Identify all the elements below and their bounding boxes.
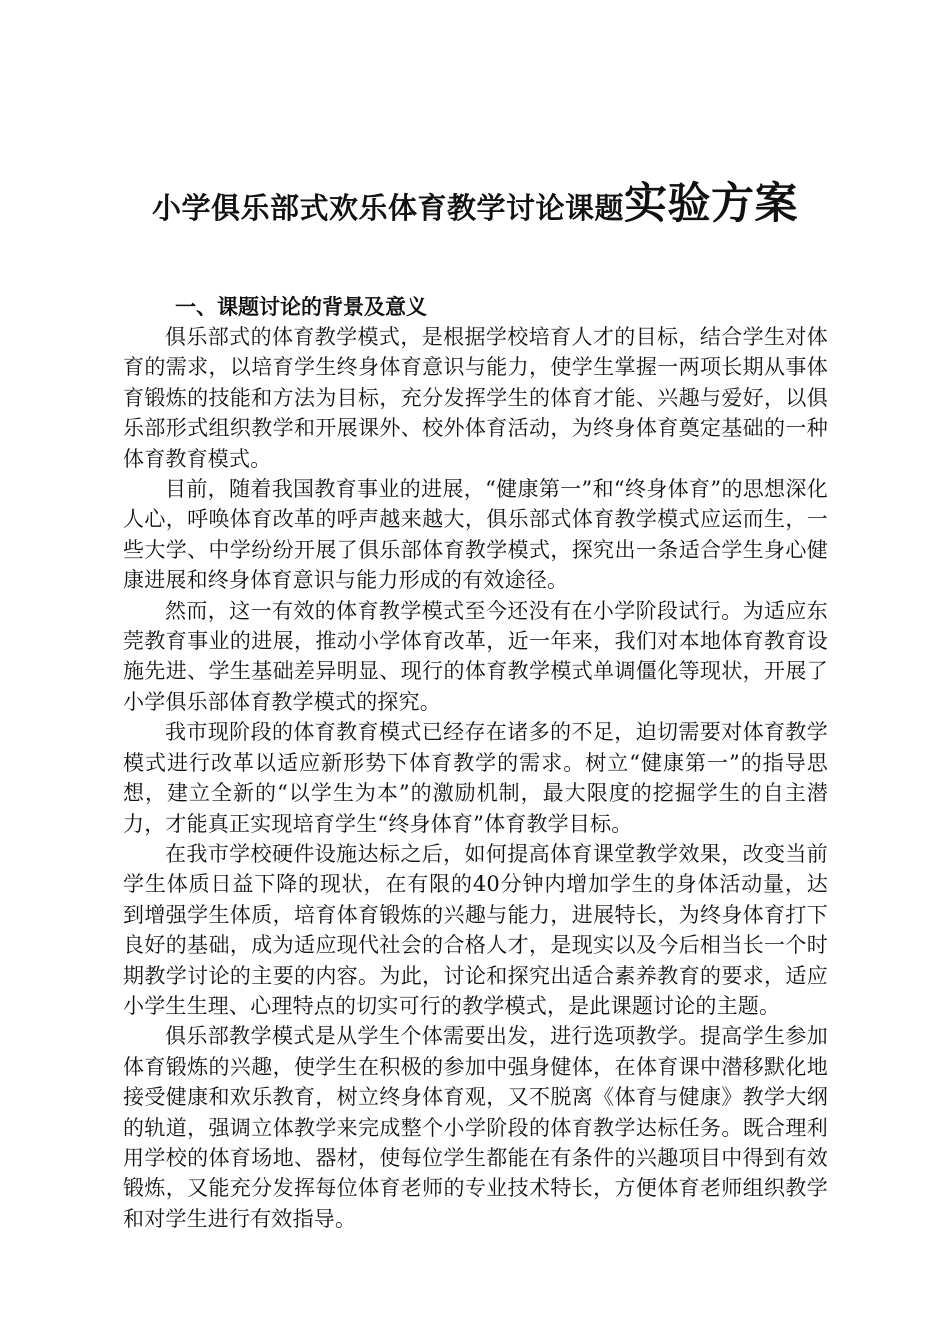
- paragraph: 在我市学校硬件设施达标之后，如何提高体育课堂教学效果，改变当前学生体质日益下降的现状，在有限的40分钟内增加学生的身体活动量，达到增强学生体质，培育体育锻炼的兴趣与能力，进展特长，为终身体育打下良好的基础，成为适应现代社会的合格人才，是现实以及今后相当长一个时期教学讨论的主要的内容。为此，讨论和探究出适合素养教育的要求，适应小学生生理、心理特点的切实可行的教学模式，是此课题讨论的主题。: [123, 841, 828, 1018]
- paragraph: 我市现阶段的体育教育模式已经存在诸多的不足，迫切需要对体育教学模式进行改革以适应新形势下体育教学的需求。树立“健康第一”的指导思想，建立全新的“以学生为本”的激励机制，最大限度的挖掘学生的自主潜力，才能真正实现培育学生“终身体育”体育教学目标。: [123, 720, 828, 836]
- section-body: [123, 322, 828, 1234]
- document-title-main: 小学俱乐部式欢乐体育教学讨论课题: [151, 191, 624, 225]
- paragraph: 然而，这一有效的体育教学模式至今还没有在小学阶段试行。为适应东莞教育事业的进展，推动小学体育改革，近一年来，我们对本地体育教育设施先进、学生基础差异明显、现行的体育教学模式单调僵化等现状，开展了小学俱乐部体育教学模式的探究。: [123, 598, 828, 714]
- paragraph: 俱乐部教学模式是从学生个体需要出发，进行选项教学。提高学生参加体育锻炼的兴趣，使学生在积极的参加中强身健体，在体育课中潜移默化地接受健康和欢乐教育，树立终身体育观，又不脱离《体育与健康》教学大纲的轨道，强调立体教学来完成整个小学阶段的体育教学达标任务。既合理利用学校的体育场地、器材，使每位学生都能在有条件的兴趣项目中得到有效锻炼，又能充分发挥每位体育老师的专业技术特长，方便体育老师组织教学和对学生进行有效指导。: [123, 1024, 828, 1231]
- document-title-emphasis: 实验方案: [624, 179, 798, 229]
- section-heading: 一、课题讨论的背景及意义: [175, 295, 427, 319]
- paragraph: 目前，随着我国教育事业的进展，“健康第一”和“终身体育”的思想深化人心，呼唤体育改革的呼声越来越大，俱乐部式体育教学模式应运而生，一些大学、中学纷纷开展了俱乐部体育教学模式，探究出一条适合学生身心健康进展和终身体育意识与能力形成的有效途径。: [123, 477, 828, 593]
- document-title: [0, 170, 950, 231]
- paragraph: 俱乐部式的体育教学模式，是根据学校培育人才的目标，结合学生对体育的需求，以培育学生终身体育意识与能力，使学生掌握一两项长期从事体育锻炼的技能和方法为目标，充分发挥学生的体育才能、兴趣与爱好，以俱乐部形式组织教学和开展课外、校外体育活动，为终身体育奠定基础的一种体育教育模式。: [123, 325, 828, 471]
